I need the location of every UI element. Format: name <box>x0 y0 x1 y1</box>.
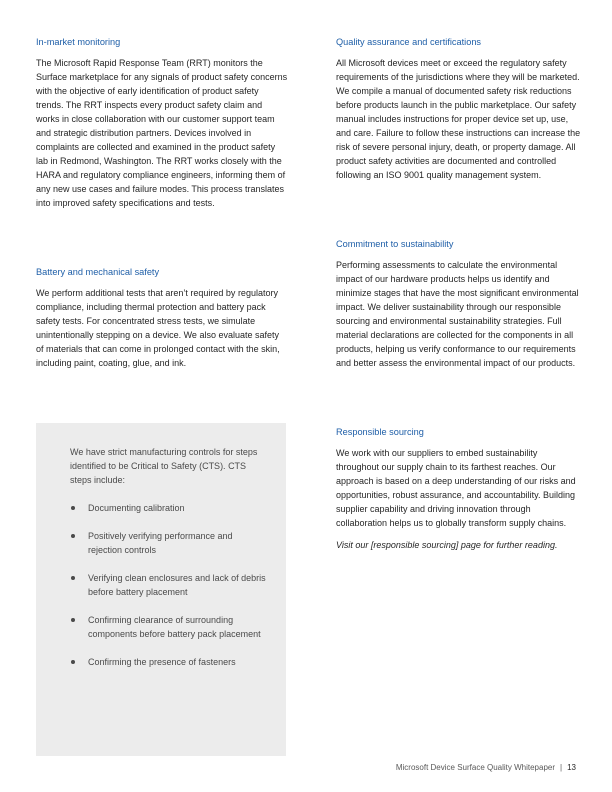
section-heading: Battery and mechanical safety <box>36 267 160 277</box>
section-responsible-sourcing <box>336 426 581 552</box>
section-in-market-monitoring <box>36 36 288 210</box>
list-item-text: Verifying clean enclosures and lack of debris before battery placement <box>88 573 266 597</box>
footer-title: Microsoft Device Surface Quality Whitepaper <box>395 763 556 772</box>
list-item <box>70 501 266 515</box>
cts-steps-list <box>70 501 266 669</box>
section-commitment-sustainability <box>336 238 581 370</box>
bullet-icon <box>71 618 75 622</box>
section-heading: Quality assurance and certifications <box>336 37 482 47</box>
list-item <box>70 655 266 669</box>
section-body: All Microsoft devices meet or exceed the regulatory safety requirements of the jurisdictions where they will be marketed. We compile a manual of documented safety risk reductions before products launch in the public marketplace. Our safety manual includes instructions for proper device set up, use, and care. Failure to follow these instructions can increase the risk of severe personal injury, death, or property damage. All product safety activities are documented and controlled following an ISO 9001 quality management system. <box>336 58 581 180</box>
bullet-icon <box>71 534 75 538</box>
list-item <box>70 571 266 599</box>
cts-callout-box <box>36 423 286 756</box>
list-item <box>70 529 266 557</box>
bullet-icon <box>71 660 75 664</box>
page-footer <box>396 762 576 774</box>
footer-separator: | <box>560 763 563 772</box>
list-item-text: Positively verifying performance and rejection controls <box>88 531 233 555</box>
section-heading: Responsible sourcing <box>336 427 424 437</box>
further-reading-note: Visit our [responsible sourcing] page for further reading. <box>336 540 558 550</box>
list-item-text: Confirming clearance of surrounding components before battery pack placement <box>88 615 261 639</box>
section-body: Performing assessments to calculate the environmental impact of our hardware products helps us identify and minimize stages that have the most significant environmental impact. We deliver sustainability through our responsible sourcing and environmental sustainability strategies. Full material declarations are collected for the components in all products, helping us verify conformance to our requirements and better assess the environmental impact of our products. <box>336 260 579 368</box>
section-body: We perform additional tests that aren’t required by regulatory compliance, including thermal protection and battery pack safety tests. For concentrated stress tests, we simulate unintentionally stepping on a device. We also evaluate safety of materials that can come in prolonged contact with the skin, including paint, coating, glue, and ink. <box>36 288 280 368</box>
section-battery-mechanical-safety <box>36 266 288 370</box>
list-item-text: Confirming the presence of fasteners <box>88 657 236 667</box>
list-item-text: Documenting calibration <box>88 503 185 513</box>
callout-intro: We have strict manufacturing controls for steps identified to be Critical to Safety (CTS). CTS steps include: <box>70 447 258 485</box>
section-quality-assurance <box>336 36 581 182</box>
section-body: The Microsoft Rapid Response Team (RRT) monitors the Surface marketplace for any signals of product safety concerns with the objective of early identification of product safety trends. The RRT inspects every product safety claim and works in close collaboration with our customer support team and strategic distribution partners. Devices involved in complaints are collected and examined in the product safety lab in Redmond, Washington. The RRT works closely with the HARA and regulatory compliance engineers, informing them of any new use cases and failure modes. This process translates into improved safety specifications and tests. <box>36 58 288 208</box>
list-item <box>70 613 266 641</box>
bullet-icon <box>71 506 75 510</box>
bullet-icon <box>71 576 75 580</box>
page-number: 13 <box>567 763 576 772</box>
section-heading: Commitment to sustainability <box>336 239 454 249</box>
section-heading: In-market monitoring <box>36 37 121 47</box>
section-body: We work with our suppliers to embed sustainability throughout our supply chain to its farthest reaches. Our approach is based on a deep understanding of our risks and opportunities, robust assurance, and accountability. Building supplier capability and driving innovation through collaboration helps us to globally transform supply chains. <box>336 448 576 528</box>
